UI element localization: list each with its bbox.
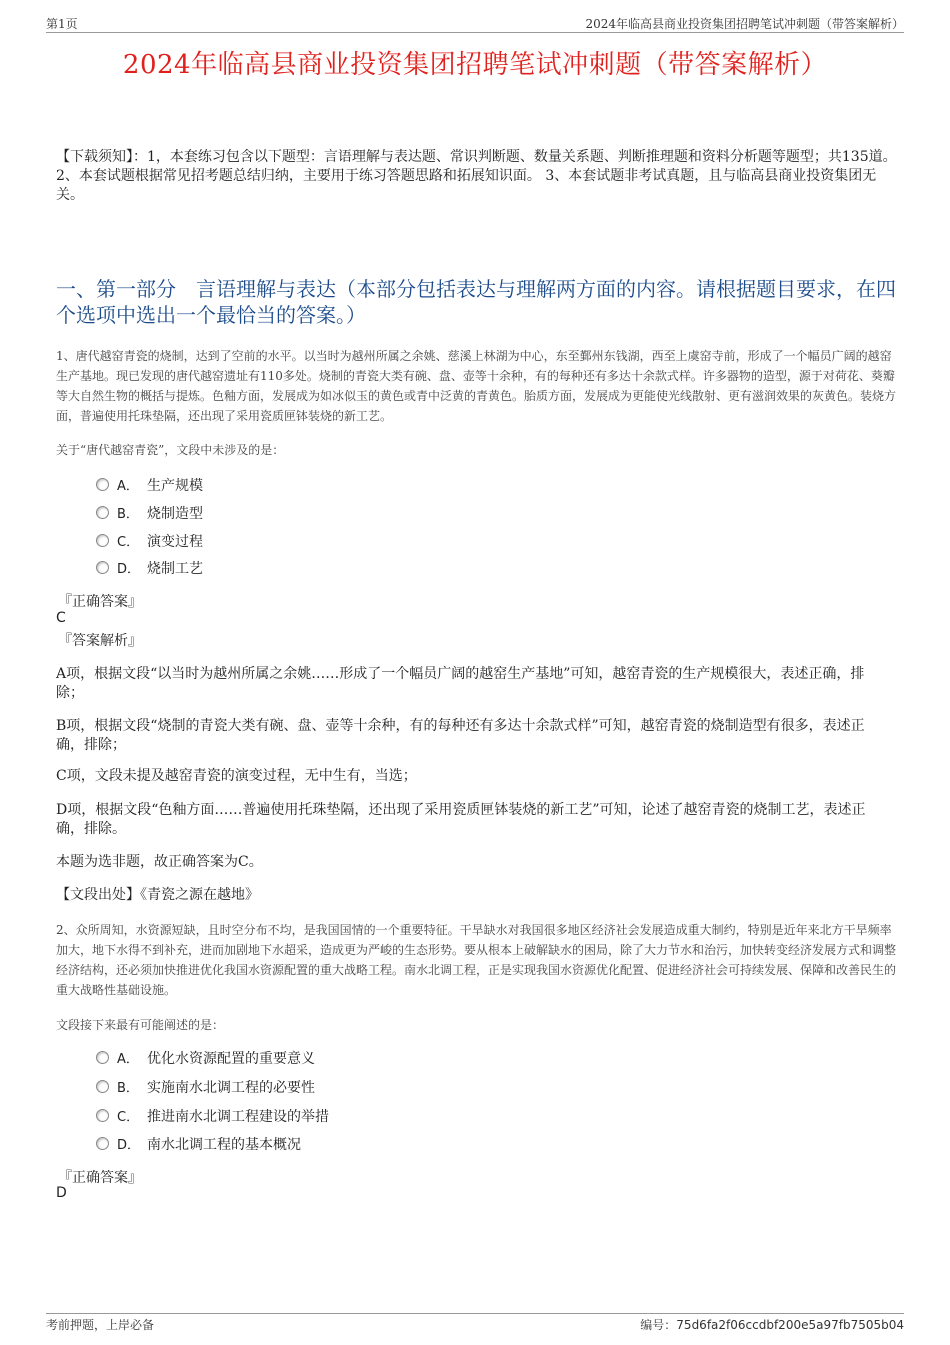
footer-code-label: 编号： — [640, 1318, 677, 1332]
q1-answer-label: 『正确答案』 — [58, 594, 142, 610]
radio-icon[interactable] — [96, 1137, 109, 1150]
page-header — [46, 14, 904, 33]
q1-passage: 1、唐代越窑青瓷的烧制，达到了空前的水平。以当时为越州所属之余姚、慈溪上林湖为中心，东至鄞州东钱湖，西至上虞窑寺前，形成了一个幅员广阔的越窑生产基地。现已发现的唐代越窑遗址有110多处。烧制的青瓷大类有碗、盘、壶等十余种，有的每种还有多达十余款式样。许多器物的造型，源于对荷花、葵瓣等大自然生物的概括与提炼。色釉方面，发展成为如冰似玉的黄色或青中泛黄的青黄色。胎质方面，发展成为更能使光线散射、更有滋润效果的灰黄色。装烧方面，普遍使用托珠垫隔，还出现了采用瓷质匣钵装烧的新工艺。 — [56, 349, 897, 423]
radio-icon[interactable] — [96, 534, 109, 547]
q1-explanation-c: C项，文段未提及越窑青瓷的演变过程，无中生有，当选； — [56, 768, 417, 784]
q2-answer: D — [56, 1185, 67, 1201]
radio-icon[interactable] — [96, 1051, 109, 1064]
radio-icon[interactable] — [96, 506, 109, 519]
download-notice: 【下载须知】：1，本套练习包含以下题型：言语理解与表达题、常识判断题、数量关系题、判断推理题和资料分析题等题型；共135道。 2、本套试题根据常见招考题总结归纳，主要用于练习答题思路和拓展知识面。 3、本套试题非考试真题，且与临高县商业投资集团无关。 — [56, 149, 897, 203]
radio-icon[interactable] — [96, 1080, 109, 1093]
q1-option-a[interactable]: A． 生产规模 — [96, 476, 203, 496]
q1-source: 【文段出处】《青瓷之源在越地》 — [56, 887, 259, 903]
document-title: 2024年临高县商业投资集团招聘笔试冲刺题（带答案解析） — [122, 50, 828, 80]
q2-option-d[interactable]: D． 南水北调工程的基本概况 — [96, 1135, 301, 1155]
q2-answer-label: 『正确答案』 — [58, 1170, 142, 1186]
footer-slogan: 考前押题，上岸必备 — [46, 1318, 155, 1332]
page-footer — [46, 1313, 904, 1332]
q2-option-b[interactable]: B． 实施南水北调工程的必要性 — [96, 1078, 315, 1098]
q1-explanation-d: D项，根据文段“色釉方面……普遍使用托珠垫隔，还出现了采用瓷质匣钵装烧的新工艺”可知，论述了越窑青瓷的烧制工艺，表述正确，排除。 — [56, 802, 866, 837]
q1-explanation-b: B项，根据文段“烧制的青瓷大类有碗、盘、壶等十余种，有的每种还有多达十余款式样”可知，越窑青瓷的烧制造型有很多，表述正确，排除； — [56, 718, 865, 753]
footer-code — [640, 1316, 904, 1333]
q2-option-a[interactable]: A． 优化水资源配置的重要意义 — [96, 1049, 315, 1069]
page-number: 第1页 — [46, 17, 78, 31]
radio-icon[interactable] — [96, 1109, 109, 1122]
radio-icon[interactable] — [96, 478, 109, 491]
q1-option-c[interactable]: C． 演变过程 — [96, 532, 203, 552]
q1-analysis-label: 『答案解析』 — [58, 633, 142, 649]
q2-option-c[interactable]: C． 推进南水北调工程建设的举措 — [96, 1107, 329, 1127]
header-doc-title: 2024年临高县商业投资集团招聘笔试冲刺题（带答案解析） — [585, 17, 904, 31]
q1-answer: C — [56, 610, 66, 626]
q1-stem: 关于“唐代越窑青瓷”，文段中未涉及的是： — [56, 443, 285, 457]
footer-code-value: 75d6fa2f06ccdbf200e5a97fb7505b04 — [676, 1318, 904, 1332]
radio-icon[interactable] — [96, 561, 109, 574]
q1-option-d[interactable]: D． 烧制工艺 — [96, 559, 203, 579]
q1-explanation-a: A项，根据文段“以当时为越州所属之余姚……形成了一个幅员广阔的越窑生产基地”可知，越窑青瓷的生产规模很大，表述正确，排除； — [56, 666, 865, 701]
q1-option-b[interactable]: B． 烧制造型 — [96, 504, 203, 524]
q2-stem: 文段接下来最有可能阐述的是： — [56, 1018, 225, 1032]
q2-passage: 2、众所周知，水资源短缺，且时空分布不均，是我国国情的一个重要特征。干旱缺水对我国很多地区经济社会发展造成重大制约，特别是近年来北方干旱频率加大，地下水得不到补充，进而加剧地下水超采，造成更为严峻的生态形势。要从根本上破解缺水的困局，除了大力节水和治污，加快转变经济发展方式和调整经济结构，还必须加快推进优化我国水资源配置的重大战略工程。南水北调工程，正是实现我国水资源优化配置、促进经济社会可持续发展、保障和改善民生的重大战略性基础设施。 — [56, 923, 897, 997]
section-heading: 一、第一部分 言语理解与表达（本部分包括表达与理解两方面的内容。请根据题目要求，在四个选项中选出一个最恰当的答案。） — [56, 277, 896, 327]
q1-conclusion: 本题为选非题，故正确答案为C。 — [56, 854, 263, 870]
